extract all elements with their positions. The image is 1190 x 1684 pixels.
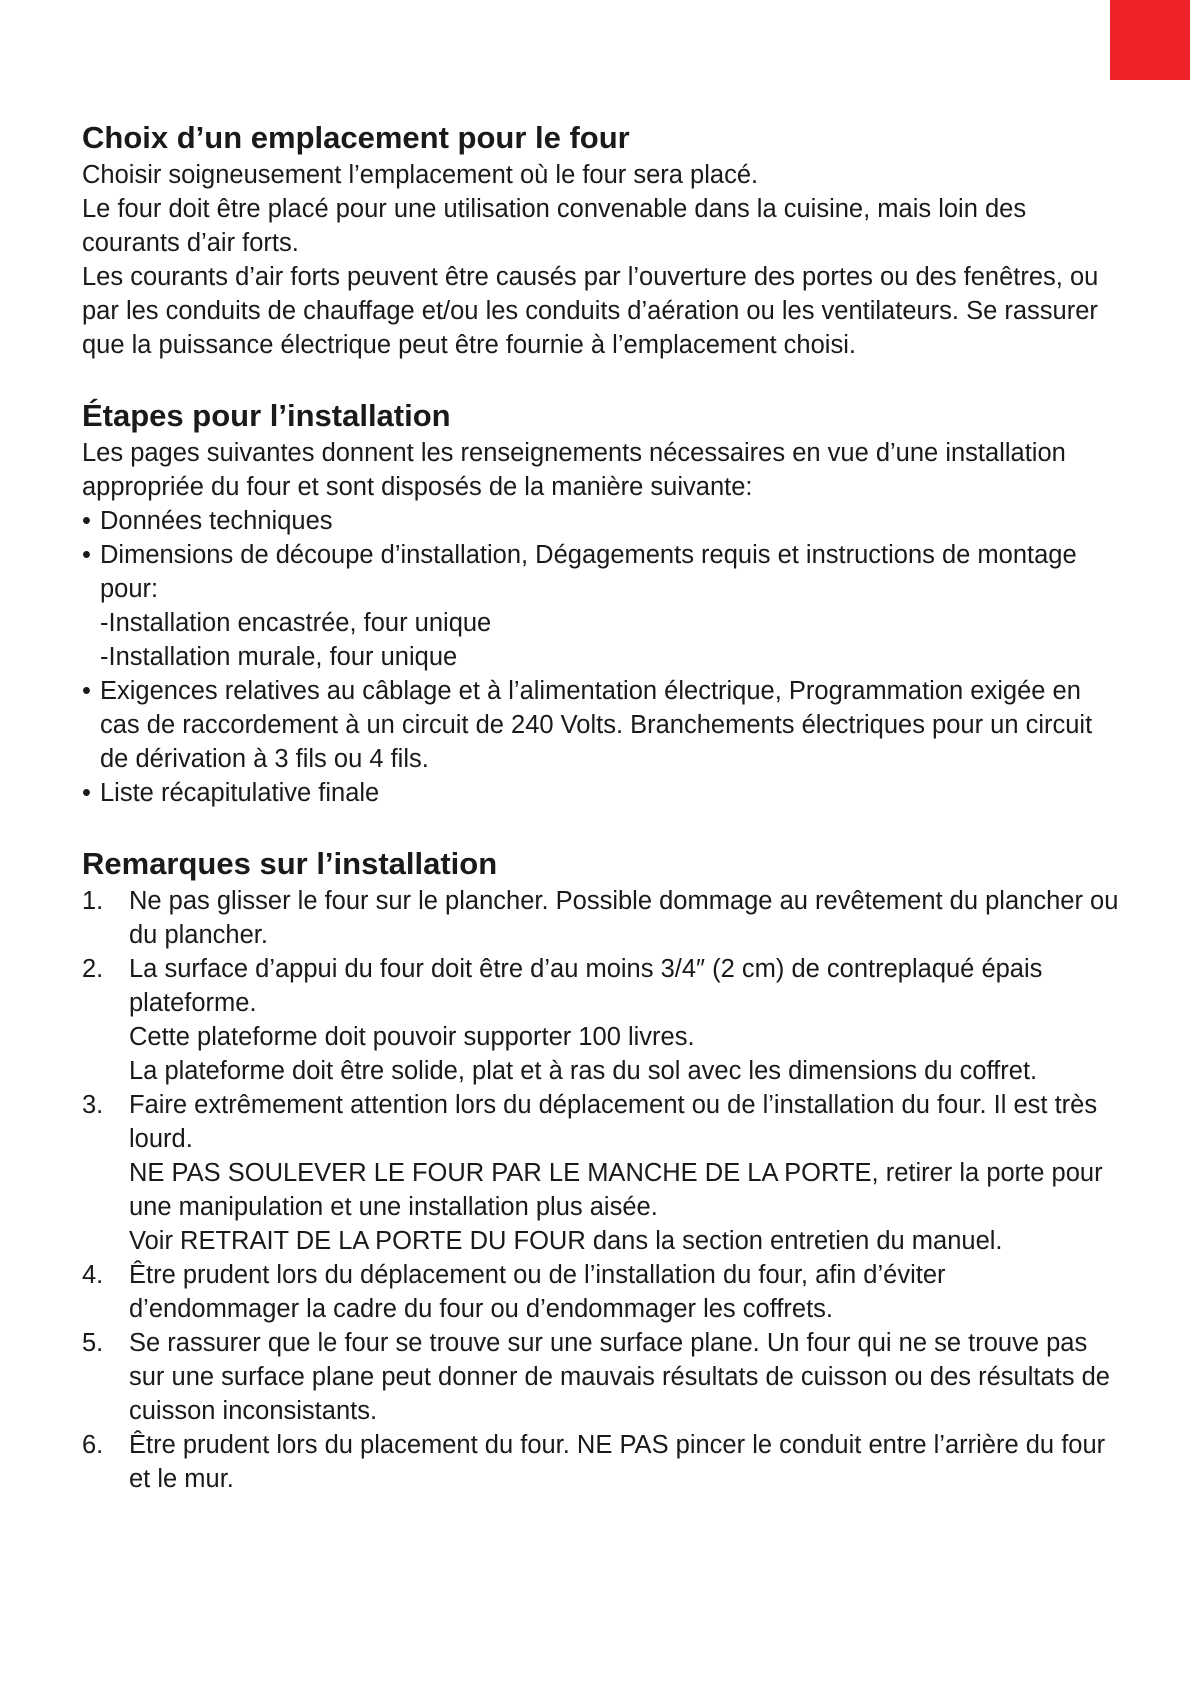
sub-item: -Installation murale, four unique <box>100 643 458 671</box>
paragraph: Les courants d’air forts peuvent être causés par l’ouverture des portes ou des fenêtres, ou par les conduits de chauffage et/ou les conduits d’aération ou les ventilateurs. Se rassurer que la puissance électrique peut être fournie à l’emplacement choisi. <box>82 263 1099 359</box>
list-item <box>82 538 1122 674</box>
item-text: Voir RETRAIT DE LA PORTE DU FOUR dans la section entretien du manuel. <box>129 1227 1003 1255</box>
list-item <box>82 884 1122 952</box>
sub-item: -Installation encastrée, four unique <box>100 609 492 637</box>
list-item <box>82 504 1122 538</box>
paragraph: Le four doit être placé pour une utilisation convenable dans la cuisine, mais loin des courants d’air forts. <box>82 195 1027 257</box>
paragraph: Choisir soigneusement l’emplacement où le four sera placé. <box>82 161 759 189</box>
document-page <box>82 118 1122 1530</box>
item-number: 2. <box>82 955 104 983</box>
section-title: Étapes pour l’installation <box>82 398 451 433</box>
list-item <box>82 674 1122 776</box>
list-item <box>82 776 1122 810</box>
list-item <box>82 1326 1122 1428</box>
item-text: Être prudent lors du déplacement ou de l’installation du four, afin d’éviter d’endommager la cadre du four ou d’endommager les coffrets. <box>129 1261 946 1323</box>
item-text: Faire extrêmement attention lors du déplacement ou de l’installation du four. Il est très lourd. <box>129 1091 1098 1153</box>
item-text: Être prudent lors du placement du four. NE PAS pincer le conduit entre l’arrière du four et le mur. <box>129 1431 1106 1493</box>
section-title: Choix d’un emplacement pour le four <box>82 120 630 155</box>
item-text: La surface d’appui du four doit être d’au moins 3/4″ (2 cm) de contreplaqué épais plateforme. <box>129 955 1043 1017</box>
section-etapes <box>82 396 1122 810</box>
list-item-text: Exigences relatives au câblage et à l’alimentation électrique, Programmation exigée en cas de raccordement à un circuit de 240 Volts. Branchements électriques pour un circuit de dérivation à 3 fils ou 4 fils. <box>100 677 1093 773</box>
list-item <box>82 1088 1122 1258</box>
item-text: Cette plateforme doit pouvoir supporter 100 livres. <box>129 1023 695 1051</box>
bullet-list <box>82 504 1122 810</box>
numbered-list <box>82 884 1122 1496</box>
item-text: Ne pas glisser le four sur le plancher. Possible dommage au revêtement du plancher ou du plancher. <box>129 887 1119 949</box>
section-remarques <box>82 844 1122 1496</box>
item-number: 5. <box>82 1329 104 1357</box>
item-text: La plateforme doit être solide, plat et à ras du sol avec les dimensions du coffret. <box>129 1057 1038 1085</box>
section-title: Remarques sur l’installation <box>82 846 498 881</box>
list-item-text: Liste récapitulative finale <box>100 779 380 807</box>
item-text: NE PAS SOULEVER LE FOUR PAR LE MANCHE DE LA PORTE, retirer la porte pour une manipulation et une installation plus aisée. <box>129 1159 1103 1221</box>
item-number: 4. <box>82 1261 104 1289</box>
item-number: 6. <box>82 1431 104 1459</box>
item-text: Se rassurer que le four se trouve sur une surface plane. Un four qui ne se trouve pas sur une surface plane peut donner de mauvais résultats de cuisson ou des résultats de cuisson inconsistants. <box>129 1329 1110 1425</box>
item-number: 1. <box>82 887 104 915</box>
list-item-text: Données techniques <box>100 507 333 535</box>
list-item <box>82 1258 1122 1326</box>
paragraph: Les pages suivantes donnent les renseignements nécessaires en vue d’une installation appropriée du four et sont disposés de la manière suivante: <box>82 439 1066 501</box>
corner-color-tab <box>1110 0 1190 80</box>
list-item <box>82 952 1122 1088</box>
list-item-text: Dimensions de découpe d’installation, Dégagements requis et instructions de montage pour: <box>100 541 1077 603</box>
item-number: 3. <box>82 1091 104 1119</box>
section-emplacement <box>82 118 1122 362</box>
list-item <box>82 1428 1122 1496</box>
